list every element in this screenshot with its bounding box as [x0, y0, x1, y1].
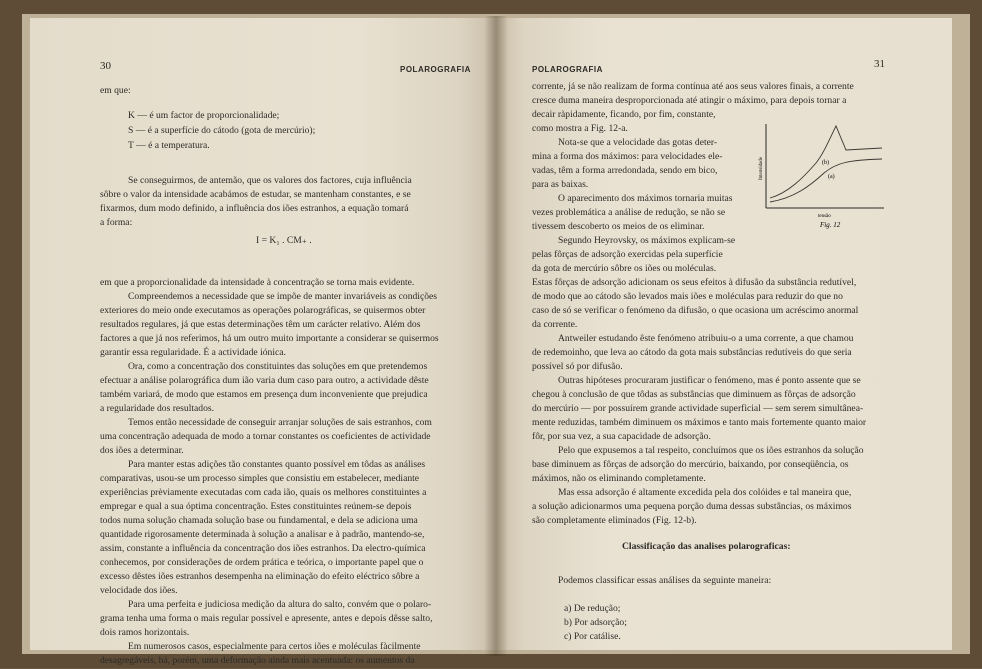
text-line: corrente, já se não realizam de forma contínua até aos seus valores finais, a corrente [532, 81, 854, 92]
text-line: caso de só se verificar o fenómeno da difusão, o que ocasiona um acréscimo anormal [532, 305, 859, 316]
text-line: Podemos classificar essas análises da seguinte maneira: [558, 575, 772, 586]
text-line: conhecemos, por considerações de ordem prática e teórica, o importante papel que o [100, 557, 424, 568]
figure-label-b: (b) [822, 160, 829, 166]
text-line: T — é a temperatura. [128, 140, 210, 151]
text-line: Temos então necessidade de conseguir arranjar soluções de sais estranhos, com [128, 417, 432, 428]
text-line: de modo que ao cátodo são levados mais iões e moléculas para reduzir do que no [532, 291, 843, 302]
figure-x-label: tensão [818, 214, 831, 219]
text-line: Ora, como a concentração dos constituintes das soluções em que pretendemos [128, 361, 428, 372]
text-line: Para manter estas adições tão constantes quanto possível em tôdas as análises [128, 459, 426, 470]
left-page [30, 18, 496, 666]
text-line: Se conseguirmos, de antemão, que os valores dos factores, cuja influência [128, 175, 412, 186]
text-line: possível só por difusão. [532, 361, 623, 372]
text-line: experiências prèviamente executadas com cada ião, quais os melhores constituintes a [100, 487, 427, 498]
text-line: excesso dêstes iões estranhos desempenha na eliminação do efeito eléctrico sôbre a [100, 571, 420, 582]
page-number-right: 31 [874, 58, 885, 70]
section-heading: Classificação das analises polarograficas: [622, 541, 791, 552]
text-line: O aparecimento dos máximos tornaria muitas [558, 193, 733, 204]
text-line: Estas fôrças de adsorção adicionam os seus efeitos à difusão da substância redutível, [532, 277, 857, 288]
text-line: em que a proporcionalidade da intensidade à concentração se torna mais evidente. [100, 277, 415, 288]
list-item: c) Por catálise. [564, 631, 621, 642]
text-line: Nota-se que a velocidade das gotas deter- [558, 137, 718, 148]
text-line: cresce duma maneira desproporcionada até atingir o máximo, para depois tornar a [532, 95, 847, 106]
text-line: factores a que já nos referimos, há um outro muito importante a considerar se quisermos [100, 333, 439, 344]
text-line: são completamente eliminados (Fig. 12-b). [532, 515, 697, 526]
text-line: sôbre o valor da intensidade acabámos de estudar, se mantenham constantes, e se [100, 189, 411, 200]
text-line: todos numa solução chamada solução base ou fundamental, e dela se adiciona uma [100, 515, 418, 526]
text-line: para as baixas. [532, 179, 589, 190]
text-line: Em numerosos casos, especialmente para certos iões e moléculas fàcilmente [128, 641, 421, 652]
text-line: fôr, por sua vez, a sua capacidade de adsorção. [532, 431, 711, 442]
running-head-right: POLAROGRAFIA [532, 65, 603, 74]
text-line: dois ramos horizontais. [100, 627, 190, 638]
text-line: uma concentração adequada de modo a tornar constantes os coeficientes de actividade [100, 431, 431, 442]
text-line: dos iões a determinar. [100, 445, 184, 456]
running-head-left: POLAROGRAFIA [400, 65, 471, 74]
text-line: garantir essa regularidade. É a actividade iónica. [100, 347, 286, 358]
text-line: Mas essa adsorção é altamente excedida pela dos colóides e tal maneira que, [558, 487, 852, 498]
text-line: desagregáveis, há, porém, uma deformação ainda mais acentuada: os aumentos da [100, 655, 415, 666]
text-line: também variará, de modo que estamos em presença dum inconveniente que prejudica [100, 389, 428, 400]
text-line: em que: [100, 85, 131, 96]
text-line: resultados regulares, já que estas determinações têm um carácter relativo. Além dos [100, 319, 421, 330]
text-line: Para uma perfeita e judiciosa medição da altura do salto, convém que o polaro- [128, 599, 432, 610]
book-gutter [484, 16, 508, 656]
text-line: mina a forma dos máximos: para velocidades ele- [532, 151, 723, 162]
text-line: mente reduzidas, também diminuem os máximos e tanto mais fortemente quanto maior [532, 417, 867, 428]
figure-y-label: Intensidade [759, 156, 764, 180]
text-line: fixarmos, dum modo definido, a influência dos iões estranhos, a equação tomará [100, 203, 409, 214]
text-line: como mostra a Fig. 12-a. [532, 123, 628, 134]
text-line: comparativas, usou-se um processo simples que consistiu em estabelecer, mediante [100, 473, 420, 484]
text-line: da gota de mercúrio sôbre os iões ou moléculas. [532, 263, 717, 274]
text-line: assim, constante a influência da concentração dos iões estranhos. Da electro-química [100, 543, 426, 554]
text-line: chegou à conclusão de que tôdas as substâncias que diminuem as fôrças de adsorção [532, 389, 856, 400]
text-line: exteriores do meio onde executamos as operações polarográficas, se quisermos obter [100, 305, 426, 316]
text-line: a forma: [100, 217, 133, 228]
text-line: a regularidade dos resultados. [100, 403, 215, 414]
text-line: tivessem descoberto os meios de os eliminar. [532, 221, 705, 232]
equation: I = K₁ . CM₊ . [256, 235, 312, 246]
figure-12 [758, 118, 898, 233]
text-line: quantidade rigorosamente determinada à solução a analisar e à padrão, mantendo-se, [100, 529, 425, 540]
figure-caption: Fig. 12 [820, 221, 841, 229]
text-line: de redemoinho, que leva ao cátodo da gota mais substâncias redutíveis do que seria [532, 347, 852, 358]
text-line: Outras hipóteses procuraram justificar o fenómeno, mas é ponto assente que se [558, 375, 861, 386]
text-line: Segundo Heyrovsky, os máximos explicam-se [558, 235, 736, 246]
text-line: empregar e qual a sua óptima concentração. Estes constituintes reúnem-se depois [100, 501, 412, 512]
text-line: máximos, não os eliminando completamente. [532, 473, 706, 484]
text-line: vezes problemática a análise de redução, se não se [532, 207, 726, 218]
right-page [496, 18, 952, 650]
text-line: Antweiler estudando êste fenómeno atribuiu-o a uma corrente, a que chamou [558, 333, 854, 344]
text-line: S — é a superfície do cátodo (gota de mercúrio); [128, 125, 316, 136]
text-line: do mercúrio — por possuírem grande actividade superficial — sem serem simultânea- [532, 403, 864, 414]
text-line: decair ràpidamente, ficando, por fim, constante, [532, 109, 716, 120]
text-line: vadas, têm a forma arredondada, sendo em bico, [532, 165, 718, 176]
text-line: base diminuem as fôrças de adsorção do mercúrio, baixando, por conseqüência, os [532, 459, 849, 470]
text-line: velocidade dos iões. [100, 585, 178, 596]
text-line: da corrente. [532, 319, 578, 330]
text-line: Compreendemos a necessidade que se impõe de manter invariáveis as condições [128, 291, 438, 302]
page-number-left: 30 [100, 60, 111, 72]
text-line: efectuar a análise polarográfica dum ião varia dum caso para outro, a actividade dêste [100, 375, 429, 386]
text-line: grama tenha uma forma o mais regular possível e apresente, antes e depois dêsse salto, [100, 613, 433, 624]
figure-label-a: (a) [828, 174, 835, 180]
text-line: Pelo que expusemos a tal respeito, concluímos que os iões estranhos da solução [558, 445, 864, 456]
text-line: pelas fôrças de adsorção exercidas pela superfície [532, 249, 723, 260]
text-line: a solução adicionarmos uma pequena porção duma dessas substâncias, os máximos [532, 501, 852, 512]
list-item: a) De redução; [564, 603, 621, 614]
text-line: K — é um factor de proporcionalidade; [128, 110, 280, 121]
list-item: b) Por adsorção; [564, 617, 627, 628]
